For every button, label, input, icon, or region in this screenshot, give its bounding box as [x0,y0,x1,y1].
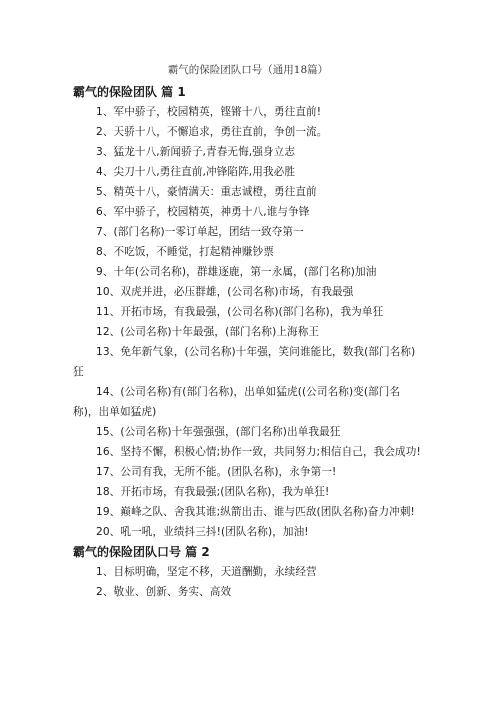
list-item: 9、十年(公司名称)，群雄逐鹿，第一永属，(部门名称)加油 [96,266,377,278]
list-item: 2、敬业、创新、务实、高效 [96,586,232,598]
list-item: 3、猛龙十八,新闻骄子,青春无悔,强身立志 [96,146,296,158]
list-item: 1、军中骄子，校园精英，铿锵十八，勇往直前! [96,106,322,118]
list-item: 7、(部门名称)一零订单起，团结一致夺第一 [96,226,304,238]
list-item: 11、开拓市场，有我最强，(公司名称)(部门名称)，我为单狂 [96,306,384,318]
list-item: 14、(公司名称)有(部门名称)，出单如猛虎((公司名称)变(部门名称)，出单如猛虎) [73,386,401,418]
list-item: 15、(公司名称)十年强强强，(部门名称)出单我最狂 [96,426,341,438]
list-item: 19、巅峰之队、舍我其谁;纵箭出击、谁与匹敌(团队名称)奋力冲刺! [96,506,415,518]
list-item: 12、(公司名称)十年最强，(部门名称)上海称王 [96,326,320,338]
section-heading: 霸气的保险团队 篇 1 [73,85,186,99]
list-item: 16、坚持不懈，积极心情;协作一致，共同努力;相信自己，我会成功! [96,446,421,458]
list-item: 13、免年新气象，(公司名称)十年强，笑问谁能比，数我(部门名称)狂 [73,346,416,378]
list-item: 10、双虎并进，必压群雄，(公司名称)市场，有我最强 [96,286,354,298]
list-item: 18、开拓市场，有我最强;(团队名称)，我为单狂! [96,486,330,498]
section-heading: 霸气的保险团队口号 篇 2 [73,545,210,559]
list-item: 1、目标明确，坚定不移，天道酬勤，永续经营 [96,566,317,578]
list-item: 4、尖刀十八,勇往直前,冲锋陷阵,用我必胜 [96,166,296,178]
list-item: 2、天骄十八，不懈追求，勇往直前，争创一流。 [96,126,328,138]
list-item: 17、公司有我，无所不能。(团队名称)，永争第一! [96,466,337,478]
list-item: 5、精英十八，豪情满天：重志诚橙，勇往直前 [96,186,317,198]
document-title: 霸气的保险团队口号（通用18篇） [167,64,329,76]
list-item: 20、吼一吼，业绩抖三抖!(团队名称)，加油! [96,526,309,538]
list-item: 6、军中骄子，校园精英，神勇十八,谁与争锋 [96,206,310,218]
list-item: 8、不吃饭，不睡觉，打起精神赚钞票 [96,246,274,258]
document-body [73,82,423,602]
